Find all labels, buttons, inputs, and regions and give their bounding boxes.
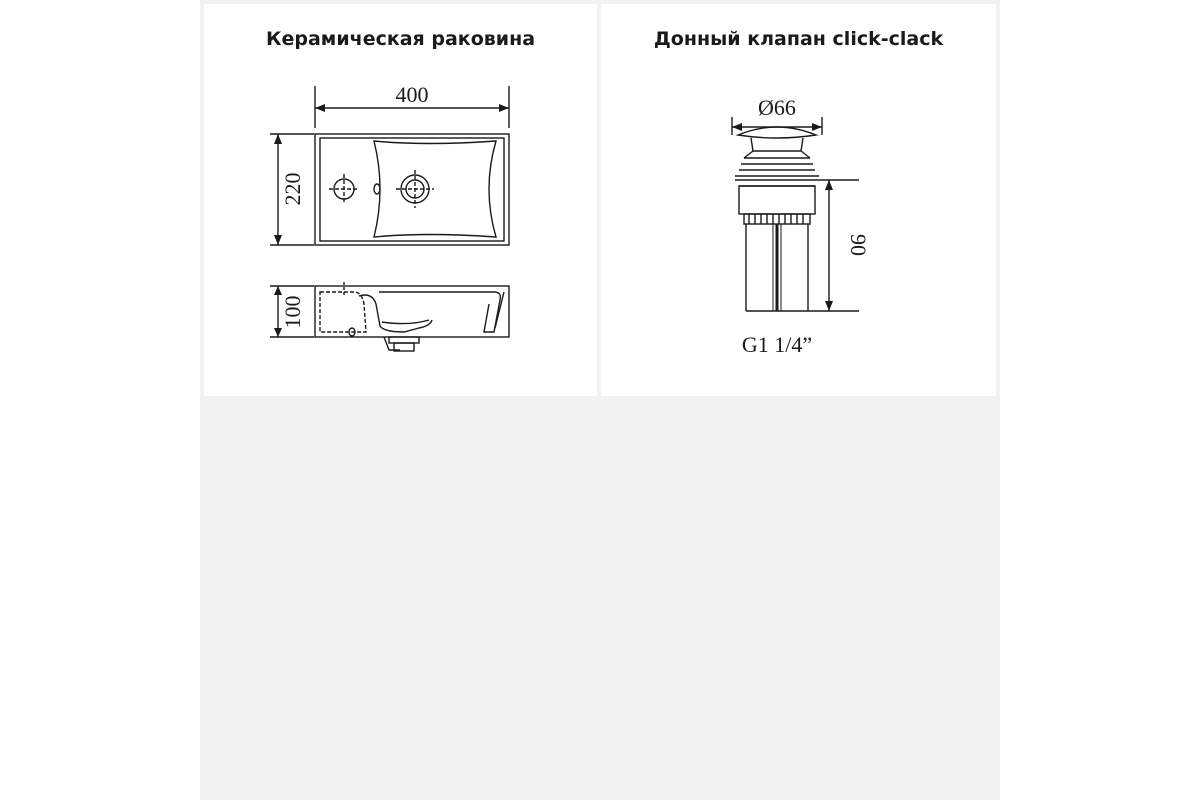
drawing-canvas bbox=[200, 0, 1000, 800]
valve-thread bbox=[749, 214, 803, 224]
sink-panel bbox=[204, 4, 597, 396]
valve-diameter-label: Ø66 bbox=[758, 95, 796, 120]
valve-height-label: 90 bbox=[846, 234, 871, 256]
sink-height-dimension bbox=[270, 286, 314, 337]
sink-title: Керамическая раковина bbox=[265, 28, 536, 50]
sink-width-dimension bbox=[315, 82, 509, 128]
sink-depth-dimension bbox=[270, 134, 314, 245]
sink-depth-label: 220 bbox=[280, 172, 305, 206]
sink-side-view bbox=[315, 282, 509, 351]
sink-top-view bbox=[315, 134, 509, 245]
valve-title: Донный клапан click-clack bbox=[653, 28, 944, 50]
valve-body bbox=[735, 127, 819, 311]
valve-thread-label: G1 1/4” bbox=[741, 332, 813, 357]
sink-width-label: 400 bbox=[395, 82, 429, 107]
valve-diameter-dimension bbox=[732, 95, 822, 135]
sink-height-label: 100 bbox=[280, 295, 305, 329]
sink-drawing bbox=[204, 4, 597, 396]
valve-height-dimension bbox=[808, 180, 871, 311]
valve-drawing bbox=[601, 4, 996, 396]
valve-panel bbox=[601, 4, 996, 396]
